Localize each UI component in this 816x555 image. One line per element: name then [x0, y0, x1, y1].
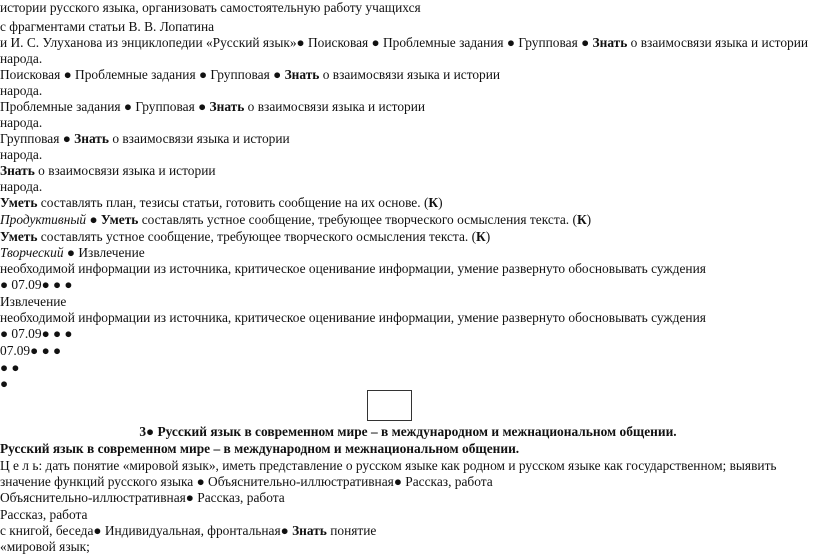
text-run: ●	[86, 212, 101, 227]
bold-run: К	[428, 195, 439, 210]
text-run: Групповая ●	[0, 131, 75, 146]
text-line	[0, 474, 493, 490]
text-line	[0, 179, 42, 195]
bold-run: К	[576, 212, 587, 227]
text-line	[0, 19, 214, 35]
text-line	[0, 343, 61, 359]
text-run: составлять устное сообщение, требующее творческого осмысления текста. (	[138, 212, 577, 227]
bold-run: Знать	[74, 131, 109, 146]
text-run: с фрагментами статьи В. В. Лопатина	[0, 19, 215, 34]
text-line	[0, 163, 216, 179]
italic-run: Продуктивный	[0, 212, 87, 227]
text-line	[0, 35, 808, 51]
text-run: необходимой информации из источника, критическое оценивание информации, умение развернуто обосновывать суждения	[0, 310, 706, 325]
text-run: составлять устное сообщение, требующее творческого осмысления текста. (	[37, 229, 477, 244]
text-line	[0, 245, 145, 261]
text-line	[0, 83, 42, 99]
text-run: «мировой язык;	[0, 539, 90, 554]
bold-run: Уметь	[100, 212, 139, 227]
text-run: ● 07.09● ● ●	[0, 326, 73, 341]
text-line	[0, 67, 500, 83]
text-run: народа.	[0, 179, 43, 194]
text-run: Поисковая ● Проблемные задания ● Групповая ●	[0, 67, 285, 82]
text-line	[0, 523, 376, 539]
text-line	[0, 0, 421, 16]
text-line	[0, 441, 519, 457]
text-run: 07.09● ● ●	[0, 343, 62, 358]
text-run: о взаимосвязи языка и истории	[108, 131, 290, 146]
text-run: Извлечение	[0, 294, 67, 309]
text-run: ● Извлечение	[63, 245, 145, 260]
text-run: о взаимосвязи языка и истории	[627, 35, 809, 50]
text-line	[0, 458, 777, 474]
bold-run: Знать	[292, 523, 327, 538]
text-run: истории русского языка, организовать самостоятельную работу учащихся	[0, 0, 421, 15]
text-run: Объяснительно-иллюстративная● Рассказ, работа	[0, 490, 285, 505]
text-line	[0, 376, 8, 392]
text-run: )	[438, 195, 443, 210]
text-run: народа.	[0, 83, 43, 98]
text-line	[0, 131, 290, 147]
text-line	[0, 277, 73, 293]
italic-run: Творческий	[0, 245, 64, 260]
bold-run: Знать	[0, 163, 35, 178]
text-line	[0, 195, 443, 211]
text-run: ● ●	[0, 360, 20, 375]
text-run: и И. С. Улуханова из энциклопедии «Русский язык»● Поисковая ● Проблемные задания ● Групповая ●	[0, 35, 593, 50]
text-run: Ц е л ь: дать понятие «мировой язык», иметь представление о русском языке как родном и русском языке как государственном; выявить	[0, 458, 777, 473]
text-run: )	[586, 212, 592, 227]
bold-run: Знать	[284, 67, 320, 82]
text-line	[0, 261, 706, 277]
text-run: необходимой информации из источника, критическое оценивание информации, умение развернуто обосновывать суждения	[0, 261, 706, 276]
text-line	[0, 310, 706, 326]
text-line	[0, 115, 42, 131]
text-line	[0, 294, 66, 310]
text-run: о взаимосвязи языка и истории	[319, 67, 501, 82]
text-run: Проблемные задания ● Групповая ●	[0, 99, 210, 114]
text-line	[0, 539, 90, 555]
text-run: составлять план, тезисы статьи, готовить сообщение на их основе. (	[37, 195, 429, 210]
bold-run: 3● Русский язык в современном мире – в международном и межнациональном общении.	[139, 424, 677, 439]
text-line	[0, 229, 490, 245]
text-line	[0, 424, 816, 440]
text-line	[0, 51, 42, 67]
text-line	[0, 326, 73, 342]
text-run: народа.	[0, 51, 43, 66]
bold-run: Знать	[209, 99, 245, 114]
text-run: ●	[0, 376, 9, 391]
bold-run: Уметь	[0, 195, 38, 210]
bold-run: Русский язык в современном мире – в международном и межнациональном общении.	[0, 441, 520, 456]
text-line	[0, 147, 42, 163]
bold-run: Знать	[592, 35, 628, 50]
text-line	[0, 212, 591, 228]
text-run: о взаимосвязи языка и истории	[34, 163, 216, 178]
text-run: ● 07.09● ● ●	[0, 277, 73, 292]
text-run: Рассказ, работа	[0, 507, 88, 522]
text-run: )	[485, 229, 491, 244]
text-run: понятие	[326, 523, 377, 538]
text-line	[0, 490, 285, 506]
text-run: с книгой, беседа● Индивидуальная, фронтальная●	[0, 523, 293, 538]
text-line	[0, 99, 425, 115]
text-run: значение функций русского языка ● Объяснительно-иллюстративная● Рассказ, работа	[0, 474, 493, 489]
bold-run: К	[476, 229, 486, 244]
text-run: народа.	[0, 147, 43, 162]
text-line	[0, 507, 87, 523]
text-run: народа.	[0, 115, 43, 130]
empty-frame	[367, 390, 412, 421]
bold-run: Уметь	[0, 229, 38, 244]
text-run: о взаимосвязи языка и истории	[244, 99, 426, 114]
text-line	[0, 360, 20, 376]
